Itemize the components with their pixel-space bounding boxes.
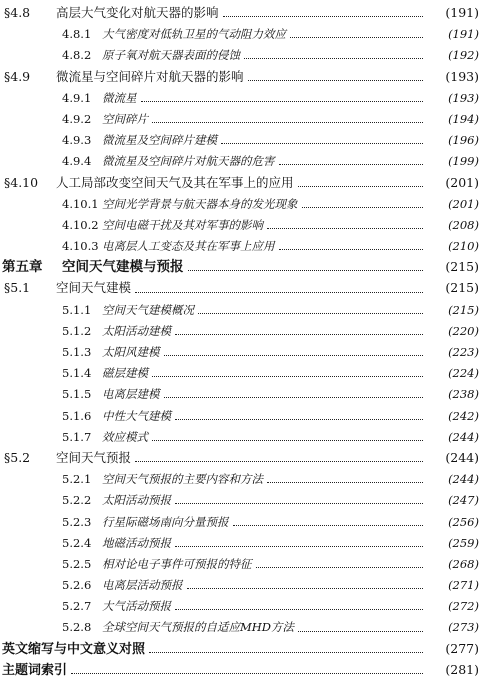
toc-entry-title: 大气活动预报 <box>102 599 171 614</box>
toc-entry-number: 5.1.7 <box>62 429 92 444</box>
toc-entry-back <box>0 660 485 681</box>
toc-entry-number: 5.2.2 <box>62 493 92 508</box>
toc-entry-title: 空间天气预报的主要内容和方法 <box>102 472 263 487</box>
toc-entry-page: (256) <box>448 514 479 529</box>
toc-entry-number: 4.8.2 <box>62 48 92 63</box>
toc-entry-number: §5.1 <box>4 280 31 296</box>
dot-leader <box>175 334 423 335</box>
toc-entry-sub <box>0 384 485 405</box>
toc-entry-page: (191) <box>448 27 479 42</box>
toc-entry-page: (196) <box>448 133 479 148</box>
toc-entry-number: 5.1.3 <box>62 345 92 359</box>
toc-entry-section <box>0 173 485 194</box>
toc-entry-number: 5.2.3 <box>62 514 92 529</box>
dot-leader <box>248 80 423 81</box>
toc-entry-sub <box>0 236 485 257</box>
toc-entry-title: 英文缩写与中文意义对照 <box>2 641 146 657</box>
toc-entry-page: (281) <box>445 661 479 677</box>
toc-entry-number: 4.8.1 <box>62 27 92 42</box>
toc-entry-title: 人工局部改变空间天气及其在军事上的应用 <box>56 174 294 190</box>
toc-entry-sub <box>0 406 485 427</box>
toc-entry-page: (201) <box>448 196 479 211</box>
toc-entry-sub <box>0 300 485 321</box>
toc-entry-title: 电离层人工变态及其在军事上应用 <box>102 239 275 254</box>
toc-entry-back <box>0 639 485 660</box>
toc-entry-sub <box>0 512 485 533</box>
toc-entry-page: (272) <box>448 599 479 614</box>
toc-entry-title: 空间电磁干扰及其对军事的影响 <box>102 217 263 232</box>
dot-leader <box>279 249 424 250</box>
toc-entry-title: 行星际磁场南向分量预报 <box>102 514 229 529</box>
dot-leader <box>164 355 424 356</box>
toc-entry-page: (193) <box>445 68 479 84</box>
toc-entry-title: 空间天气预报 <box>56 449 132 465</box>
toc-entry-sub <box>0 575 485 596</box>
toc-entry-number: 5.1.4 <box>62 366 92 381</box>
toc-entry-number: 4.10.3 <box>62 239 99 254</box>
toc-entry-page: (271) <box>448 578 479 593</box>
dot-leader <box>152 122 423 123</box>
toc-entry-page: (210) <box>448 239 479 254</box>
toc-entry-sub <box>0 363 485 384</box>
dot-leader <box>152 376 423 377</box>
toc-entry-number: 5.2.8 <box>62 620 92 635</box>
toc-entry-page: (208) <box>448 217 479 232</box>
toc-entry-title: 微流星与空间碎片对航天器的影响 <box>56 68 244 84</box>
toc-entry-sub <box>0 342 485 363</box>
table-of-contents <box>0 3 485 681</box>
toc-entry-title: 主题词索引 <box>2 662 68 678</box>
toc-entry-number: 第五章 <box>2 259 43 276</box>
toc-entry-page: (273) <box>448 620 479 635</box>
toc-entry-number: 4.9.2 <box>62 111 92 126</box>
toc-entry-number: 5.2.6 <box>62 578 92 593</box>
dot-leader <box>298 186 423 187</box>
toc-entry-sub <box>0 427 485 448</box>
toc-entry-sub <box>0 490 485 511</box>
dot-leader <box>198 313 423 314</box>
dot-leader <box>175 546 423 547</box>
toc-entry-number: 5.2.1 <box>62 472 92 487</box>
toc-entry-sub <box>0 88 485 109</box>
dot-leader <box>175 419 423 420</box>
toc-entry-title: 空间天气建模概况 <box>102 302 194 317</box>
toc-entry-page: (193) <box>448 90 479 105</box>
dot-leader <box>152 440 423 441</box>
toc-entry-sub <box>0 596 485 617</box>
toc-entry-number: 4.10.2 <box>62 217 99 232</box>
toc-entry-title: 空间天气建模与预报 <box>62 259 184 276</box>
toc-entry-sub <box>0 617 485 638</box>
toc-entry-title: 电离层建模 <box>102 387 160 402</box>
dot-leader <box>233 525 424 526</box>
toc-entry-page: (244) <box>448 429 479 444</box>
toc-entry-page: (268) <box>448 556 479 571</box>
dot-leader <box>175 503 423 504</box>
dot-leader <box>223 16 423 17</box>
toc-entry-section <box>0 67 485 88</box>
toc-entry-title: 空间天气建模 <box>56 280 132 296</box>
toc-entry-title: 全球空间天气预报的自适应MHD方法 <box>102 620 295 635</box>
toc-entry-page: (223) <box>448 345 479 359</box>
toc-entry-number: 5.1.1 <box>62 302 92 317</box>
toc-entry-title: 微流星及空间碎片对航天器的危害 <box>102 154 275 169</box>
toc-entry-sub <box>0 151 485 172</box>
dot-leader <box>256 567 424 568</box>
toc-entry-page: (194) <box>448 111 479 126</box>
dot-leader <box>302 207 424 208</box>
dot-leader <box>298 631 423 632</box>
toc-entry-number: 4.9.3 <box>62 133 92 148</box>
dot-leader <box>135 461 423 462</box>
toc-entry-page: (247) <box>448 493 479 508</box>
toc-entry-number: §4.10 <box>4 174 39 190</box>
toc-entry-page: (192) <box>448 48 479 63</box>
dot-leader <box>267 482 423 483</box>
toc-entry-chapter <box>0 257 485 278</box>
toc-entry-section <box>0 3 485 24</box>
dot-leader <box>267 228 423 229</box>
toc-entry-page: (244) <box>445 449 479 465</box>
toc-entry-sub <box>0 194 485 215</box>
dot-leader <box>71 673 423 674</box>
toc-entry-number: 4.9.4 <box>62 154 92 169</box>
toc-entry-sub <box>0 130 485 151</box>
toc-entry-number: 5.2.4 <box>62 535 92 550</box>
toc-entry-sub <box>0 469 485 490</box>
toc-entry-title: 电离层活动预报 <box>102 578 183 593</box>
toc-entry-title: 地磁活动预报 <box>102 535 171 550</box>
dot-leader <box>149 652 423 653</box>
toc-entry-page: (199) <box>448 154 479 169</box>
toc-entry-number: 5.1.5 <box>62 387 92 402</box>
toc-entry-title: 太阳活动预报 <box>102 493 171 508</box>
toc-entry-title: 空间碎片 <box>102 111 148 126</box>
toc-entry-page: (238) <box>448 387 479 402</box>
toc-entry-title: 原子氧对航天器表面的侵蚀 <box>102 48 240 63</box>
toc-entry-title: 空间光学背景与航天器本身的发光现象 <box>102 196 298 211</box>
toc-entry-number: §5.2 <box>4 449 31 465</box>
toc-entry-title: 相对论电子事件可预报的特征 <box>102 556 252 571</box>
dot-leader <box>244 58 423 59</box>
toc-entry-title: 中性大气建模 <box>102 408 171 423</box>
toc-entry-number: 5.2.7 <box>62 599 92 614</box>
toc-entry-page: (224) <box>448 366 479 381</box>
toc-entry-page: (242) <box>448 408 479 423</box>
toc-entry-number: 4.10.1 <box>62 196 99 211</box>
toc-entry-number: 5.2.5 <box>62 556 92 571</box>
toc-entry-sub <box>0 45 485 66</box>
dot-leader <box>175 609 423 610</box>
toc-entry-title: 大气密度对低轨卫星的气动阻力效应 <box>102 27 286 42</box>
toc-entry-sub <box>0 554 485 575</box>
toc-entry-page: (220) <box>448 323 479 338</box>
toc-entry-page: (259) <box>448 535 479 550</box>
dot-leader <box>135 292 423 293</box>
toc-entry-title: 磁层建模 <box>102 366 148 381</box>
dot-leader <box>141 101 424 102</box>
toc-entry-number: 4.9.1 <box>62 90 92 105</box>
dot-leader <box>164 397 424 398</box>
toc-entry-section <box>0 278 485 299</box>
toc-entry-sub <box>0 109 485 130</box>
toc-entry-number: 5.1.6 <box>62 408 92 423</box>
toc-entry-sub <box>0 321 485 342</box>
toc-entry-page: (244) <box>448 472 479 487</box>
toc-entry-title: 太阳风建模 <box>102 345 160 359</box>
toc-entry-number: §4.9 <box>4 68 31 84</box>
toc-entry-page: (277) <box>445 640 479 656</box>
toc-entry-page: (215) <box>445 259 479 275</box>
toc-entry-title: 高层大气变化对航天器的影响 <box>56 5 219 20</box>
toc-entry-title: 微流星及空间碎片建模 <box>102 133 217 148</box>
toc-entry-page: (215) <box>445 280 479 296</box>
toc-entry-sub <box>0 215 485 236</box>
dot-leader <box>290 37 423 38</box>
dot-leader <box>187 588 424 589</box>
toc-entry-sub <box>0 24 485 45</box>
toc-entry-title: 太阳活动建模 <box>102 323 171 338</box>
toc-entry-section <box>0 448 485 469</box>
toc-entry-title: 微流星 <box>102 90 137 105</box>
toc-entry-page: (191) <box>445 5 479 20</box>
toc-entry-number: §4.8 <box>4 5 31 20</box>
toc-entry-number: 5.1.2 <box>62 323 92 338</box>
dot-leader <box>188 270 424 271</box>
dot-leader <box>279 164 424 165</box>
toc-entry-page: (201) <box>445 174 479 190</box>
toc-entry-page: (215) <box>448 302 479 317</box>
toc-entry-title: 效应模式 <box>102 429 148 444</box>
toc-entry-sub <box>0 533 485 554</box>
dot-leader <box>221 143 423 144</box>
